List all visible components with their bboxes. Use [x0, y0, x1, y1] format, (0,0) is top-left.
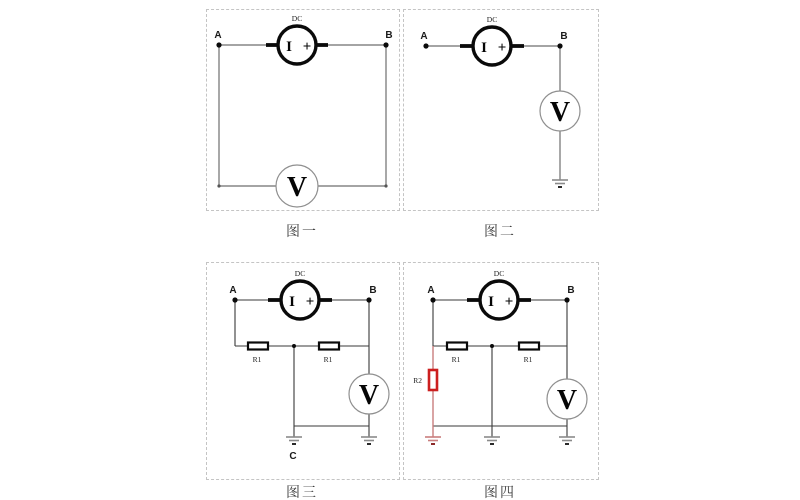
dc-source-minus-terminal: I — [289, 294, 295, 310]
node-a-dot — [430, 297, 435, 302]
caption-figure-4: 图四 — [484, 486, 516, 500]
panel-figure-3 — [206, 262, 400, 480]
node-b-label: B — [567, 285, 575, 296]
resistor-r2-label: R2 — [413, 376, 422, 385]
resistor-r1-right-label: R1 — [523, 355, 533, 364]
node-a-dot — [232, 297, 237, 302]
ground-icon — [361, 437, 377, 444]
resistor-r1-left-label: R1 — [252, 355, 262, 364]
node-a-label: A — [229, 285, 237, 296]
node-b-dot — [557, 43, 562, 48]
dc-source-minus-terminal: I — [488, 294, 494, 310]
panel-figure-4 — [403, 262, 599, 480]
panel-figure-1 — [206, 9, 400, 211]
resistor-r1-right-label: R1 — [323, 355, 333, 364]
ground-icon-red — [425, 437, 441, 444]
dc-source-plus-terminal: + — [302, 39, 312, 55]
node-a-dot — [423, 43, 428, 48]
panel-figure-2 — [403, 9, 599, 211]
junction-dot — [384, 184, 387, 187]
node-a-label: A — [214, 30, 222, 41]
dc-source-label: DC — [294, 269, 306, 278]
resistor-r1-right — [319, 343, 339, 350]
voltmeter-label: V — [556, 385, 578, 416]
resistor-r1-left — [447, 343, 467, 350]
dc-source-plus-terminal: + — [305, 294, 315, 310]
dc-source-plus-terminal: + — [497, 40, 507, 56]
dc-source-label: DC — [291, 14, 303, 23]
junction-dot — [292, 344, 296, 348]
circuit-figure-1 — [207, 10, 399, 210]
node-b-dot — [564, 297, 569, 302]
node-a-label: A — [427, 285, 435, 296]
ground-icon — [484, 437, 500, 444]
node-b-label: B — [560, 31, 568, 42]
ground-icon — [552, 180, 568, 187]
node-c-label: C — [289, 451, 297, 462]
caption-figure-2: 图二 — [484, 225, 516, 240]
resistor-r1-left-label: R1 — [451, 355, 461, 364]
dc-source-minus-terminal: I — [481, 40, 487, 56]
circuit-figure-2 — [404, 10, 598, 210]
node-a-label: A — [420, 31, 428, 42]
voltmeter-label: V — [358, 380, 380, 411]
dc-source-label: DC — [493, 269, 505, 278]
ground-icon — [286, 437, 302, 444]
dc-source-plus-terminal: + — [504, 294, 514, 310]
node-b-dot — [383, 42, 388, 47]
node-b-label: B — [385, 30, 393, 41]
dc-source-label: DC — [486, 15, 498, 24]
voltmeter-label: V — [286, 172, 308, 203]
ground-icon — [559, 437, 575, 444]
node-b-label: B — [369, 285, 377, 296]
caption-figure-1: 图一 — [286, 225, 318, 240]
circuit-figure-4 — [404, 263, 598, 479]
node-a-dot — [216, 42, 221, 47]
resistor-r1-right — [519, 343, 539, 350]
caption-figure-3: 图三 — [286, 486, 318, 500]
node-b-dot — [366, 297, 371, 302]
dc-source-minus-terminal: I — [286, 39, 292, 55]
resistor-r2-shunt — [429, 370, 437, 390]
junction-dot — [217, 184, 220, 187]
voltmeter-label: V — [549, 97, 571, 128]
circuit-figure-3 — [207, 263, 399, 479]
resistor-r1-left — [248, 343, 268, 350]
junction-dot — [490, 344, 494, 348]
